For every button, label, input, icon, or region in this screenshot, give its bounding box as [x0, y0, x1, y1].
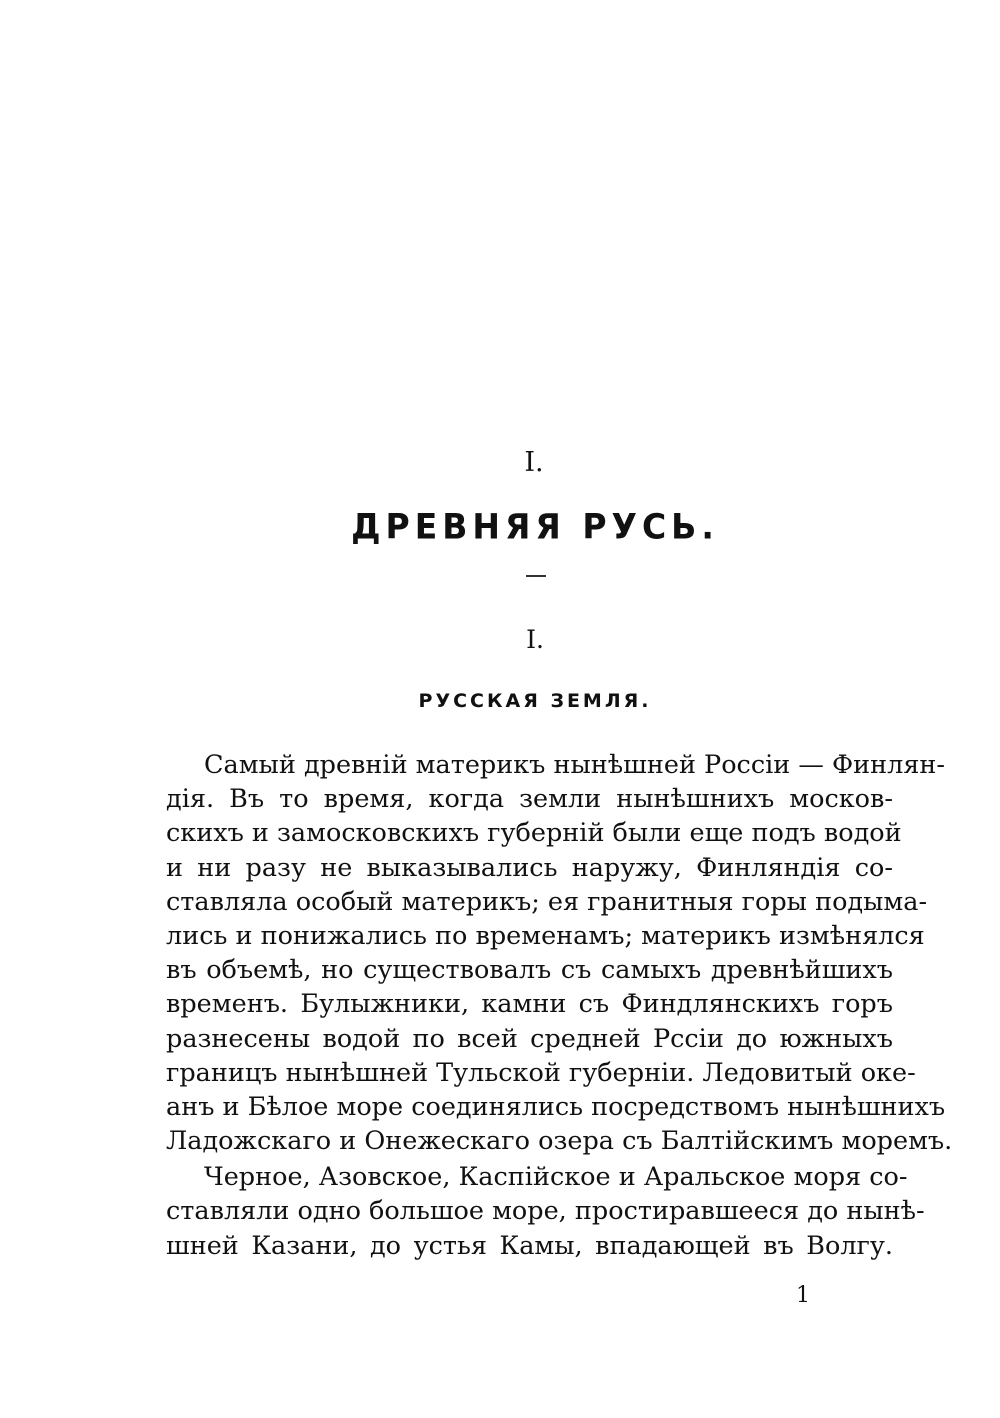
text-line: шней Казани, до устья Камы, впадающей въ Волгу.: [166, 1230, 893, 1261]
text-line: ставляли одно большое море, простиравшееся до нынѣ-: [166, 1196, 925, 1227]
chapter-number: I.: [526, 625, 544, 654]
text-line: въ объемѣ, но существовалъ съ самыхъ древнѣйшихъ: [166, 955, 893, 986]
text-line: анъ и Бѣлое море соединялись посредствомъ нынѣшнихъ: [166, 1091, 946, 1122]
text-line: скихъ и замосковскихъ губерній были еще подъ водой: [166, 818, 902, 849]
text-line: ставляла особый материкъ; ея гранитныя горы подыма-: [166, 886, 928, 917]
body-text: [166, 748, 953, 1263]
text-line: разнесены водой по всей средней Рссіи до южныхъ: [166, 1023, 893, 1054]
chapter-title: РУССКАЯ ЗЕМЛЯ.: [418, 690, 652, 712]
text-line: временъ. Булыжники, камни съ Финдлянскихъ горъ: [166, 989, 893, 1020]
text-line: и ни разу не выказывались наружу, Финляндія со-: [166, 852, 893, 883]
page-number: 1: [796, 1283, 810, 1308]
text-line: Самый древній материкъ нынѣшней Россіи — Финлян-: [204, 750, 946, 780]
text-line: Ладожскаго и Онежескаго озера съ Балтійскимъ моремъ.: [166, 1126, 953, 1157]
title-rule: [526, 575, 546, 577]
text-line: границъ нынѣшней Тульской губерніи. Ледовитый оке-: [166, 1057, 916, 1088]
text-line: Черное, Азовское, Каспійское и Аральское моря со-: [204, 1162, 908, 1193]
text-line: лись и понижались по временамъ; материкъ измѣнялся: [166, 920, 925, 951]
part-title: ДРЕВНЯЯ РУСЬ.: [351, 506, 719, 547]
part-number: I.: [524, 447, 544, 478]
text-line: дія. Въ то время, когда земли нынѣшнихъ москов-: [166, 784, 893, 815]
